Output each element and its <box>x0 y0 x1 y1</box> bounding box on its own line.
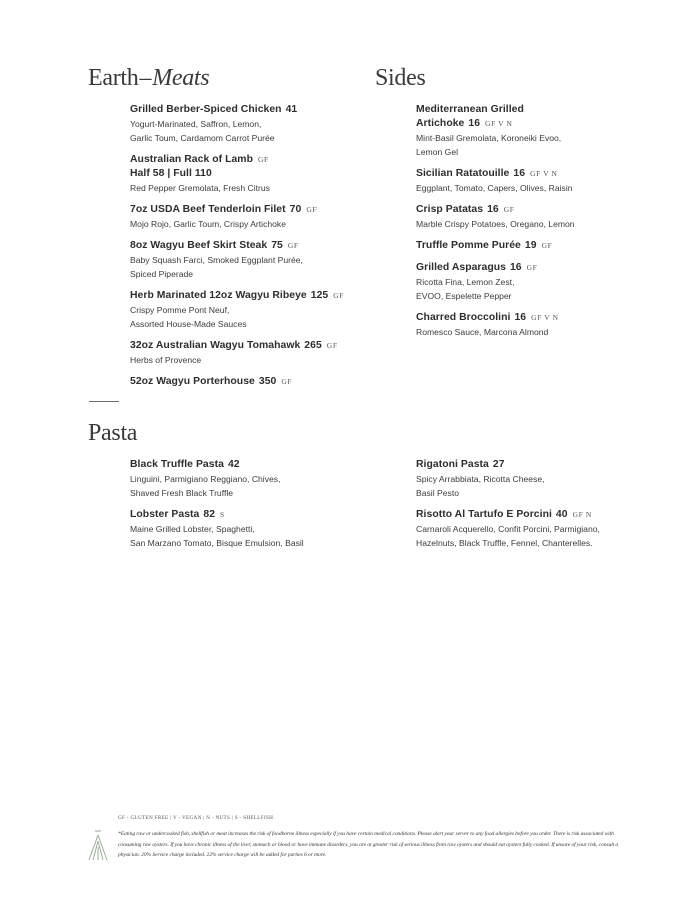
menu-item: Herb Marinated 12oz Wagyu Ribeye 125 GF Crispy Pomme Pont Neuf, Assorted House-Made Sauces <box>130 290 345 329</box>
menu-item: Crisp Patatas 16 GF Marble Crispy Potatoes, Oregano, Lemon <box>416 204 575 229</box>
menu-item: Risotto Al Tartufo E Porcini 40 GF N Carnaroli Acquerello, Confit Porcini, Parmigiano, Hazelnuts, Black Truffle, Fennel, Chanterelles. <box>416 509 600 548</box>
meats-title: Meats <box>152 65 210 91</box>
menu-item: Black Truffle Pasta 42 Linguini, Parmigiano Reggiano, Chives, Shaved Fresh Black Truffle <box>130 459 281 498</box>
menu-item: 7oz USDA Beef Tenderloin Filet 70 GF Mojo Rojo, Garlic Toum, Crispy Artichoke <box>130 204 318 229</box>
sides-heading: Sides <box>375 65 426 91</box>
earth-menu-column <box>130 103 370 397</box>
menu-item: Australian Rack of Lamb GF Half 58 | Full 110 Red Pepper Gremolata, Fresh Citrus <box>130 154 270 193</box>
menu-item: Charred Broccolini 16 GF V N Romesco Sauce, Marcona Almond <box>416 312 559 337</box>
menu-item: Mediterranean Grilled Artichoke 16 GF V N Mint-Basil Gremolata, Koroneiki Evoo, Lemon Gel <box>416 104 562 157</box>
menu-item: Grilled Berber-Spiced Chicken 41 Yogurt-Marinated, Saffron, Lemon, Garlic Toum, Cardamom Carrot Purée <box>130 104 298 143</box>
earth-meats-heading <box>88 64 209 92</box>
menu-item: Rigatoni Pasta 27 Spicy Arrabbiata, Ricotta Cheese, Basil Pesto <box>416 459 545 498</box>
pasta-heading: Pasta <box>88 420 138 446</box>
menu-item: 32oz Australian Wagyu Tomahawk 265 GF Herbs of Provence <box>130 340 338 365</box>
menu-item: 52oz Wagyu Porterhouse 350 GF <box>130 376 293 387</box>
menu-item: 8oz Wagyu Beef Skirt Steak 75 GF Baby Squash Farci, Smoked Eggplant Purée, Spiced Piperade <box>130 240 303 279</box>
pasta-right-column <box>416 458 666 558</box>
menu-item: Truffle Pomme Purée 19 GF <box>416 240 553 251</box>
brand-logo-icon <box>86 829 110 861</box>
sides-menu-column <box>416 103 656 347</box>
menu-item: Lobster Pasta 82 S Maine Grilled Lobster, Spaghetti, San Marzano Tomato, Bisque Emulsion, Basil <box>130 509 304 548</box>
title-dash: – <box>139 65 152 91</box>
dietary-legend: GF - GLUTEN FREE | V - VEGAN | N - NUTS | S - SHELLFISH <box>118 815 274 821</box>
menu-item: Grilled Asparagus 16 GF Ricotta Fina, Lemon Zest, EVOO, Espelette Pepper <box>416 262 538 301</box>
menu-item: Sicilian Ratatouille 16 GF V N Eggplant, Tomato, Capers, Olives, Raisin <box>416 168 573 193</box>
pasta-left-column <box>130 458 370 558</box>
section-divider <box>89 401 119 402</box>
earth-title: Earth <box>88 65 139 91</box>
allergy-disclaimer: *Eating raw or undercooked fish, shellfish or meat increases the risk of foodborne illness especially if you have certain medical conditions. Please alert your server to any food allergies before you order. There is risk associated with consuming raw oysters. If you have chronic illness of the liver, stomach or blood or have immune disorders, you are at greater risk of serious illness from raw oysters and should eat oysters fully cooked. If unsure of your risk, consult a physician. 20% Service charge included. 22% service charge will be added for parties 6 or more. <box>118 831 619 858</box>
